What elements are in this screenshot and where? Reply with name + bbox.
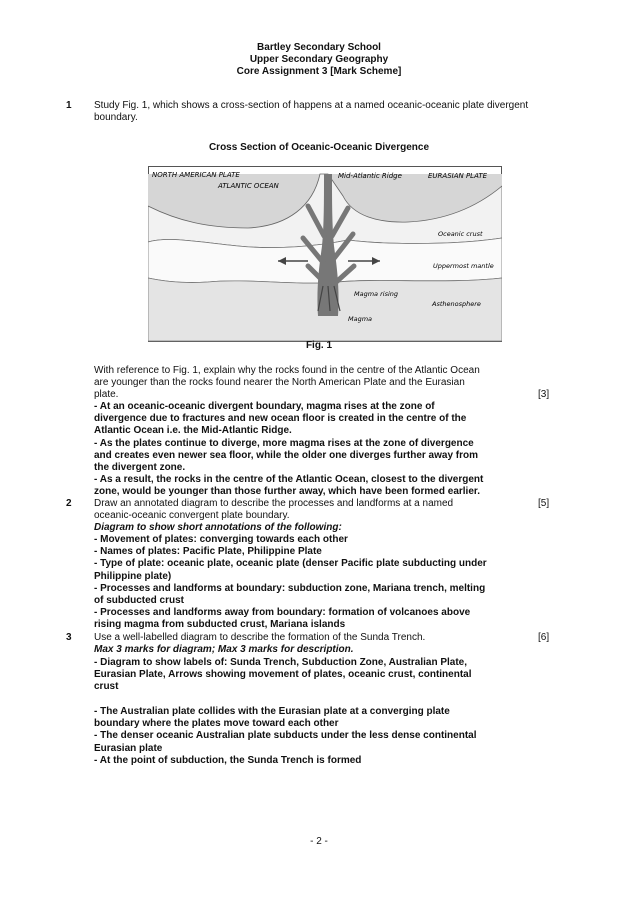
question-2-number: 2 xyxy=(66,498,72,509)
answer-line: Atlantic Ocean i.e. the Mid-Atlantic Ridge. xyxy=(94,425,292,437)
label-magma-rising: Magma rising xyxy=(354,290,399,298)
question-1-number: 1 xyxy=(66,100,72,111)
answer-line: the divergent zone. xyxy=(94,462,186,474)
prompt-line: Study Fig. 1, which shows a cross-section of happens at a named oceanic-oceanic plate divergent xyxy=(94,100,529,111)
answer-line: - As the plates continue to diverge, more magma rises at the zone of divergence xyxy=(94,437,474,449)
answer-line: - Movement of plates: converging towards each other xyxy=(94,534,348,545)
question-3-number: 3 xyxy=(66,632,72,643)
answer-line: - Processes and landforms away from boundary: formation of volcanoes above xyxy=(94,607,471,619)
answer-line: - At the point of subduction, the Sunda Trench is formed xyxy=(94,754,362,766)
assignment-title: Core Assignment 3 [Mark Scheme] xyxy=(236,66,402,77)
answer-line: zone, would be younger than those further away, which have been formed earlier. xyxy=(94,486,481,498)
answer-line: of subducted crust xyxy=(94,595,185,607)
label-asthenosphere: Asthenosphere xyxy=(432,300,481,308)
answer-line: - The Australian plate collides with the Eurasian plate at a converging plate xyxy=(94,706,450,717)
question-line: plate. xyxy=(94,389,119,401)
answer-line: - The denser oceanic Australian plate subducts under the less dense continental xyxy=(94,730,477,742)
answer-line: divergence due to fractures and new ocean floor is created in the centre of the xyxy=(94,413,467,425)
answer-line: - At an oceanic-oceanic divergent boundary, magma rises at the zone of xyxy=(94,401,435,412)
question-3-answer-diagram xyxy=(94,657,530,694)
question-line: are younger than the rocks found nearer the North American Plate and the Eurasian xyxy=(94,377,465,389)
question-line: oceanic-oceanic convergent plate boundary. xyxy=(94,510,290,522)
question-1-prompt xyxy=(94,100,564,124)
answer-line: - As a result, the rocks in the centre of the Atlantic Ocean, closest to the divergent xyxy=(94,474,484,486)
figure-title: Cross Section of Oceanic-Oceanic Divergence xyxy=(208,142,430,153)
prompt-line: boundary. xyxy=(94,112,138,124)
question-3-answer-description xyxy=(94,706,530,767)
question-2-text xyxy=(94,498,530,522)
answer-line: crust xyxy=(94,681,119,693)
course-level: Upper Secondary Geography xyxy=(249,54,389,65)
page-number: - 2 - xyxy=(310,836,328,847)
answer-line: rising magma from subducted crust, Mariana islands xyxy=(94,619,346,631)
label-atlantic-ocean: ATLANTIC OCEAN xyxy=(218,182,279,190)
answer-line: - Processes and landforms at boundary: subduction zone, Mariana trench, melting xyxy=(94,582,486,594)
answer-line: Eurasian Plate, Arrows showing movement of plates, oceanic crust, continental xyxy=(94,669,472,681)
answer-line: Eurasian plate xyxy=(94,742,163,754)
answer-line: Philippine plate) xyxy=(94,570,172,582)
school-name: Bartley Secondary School xyxy=(257,42,381,53)
question-1-marks: [3] xyxy=(538,389,550,400)
question-3-marks: [6] xyxy=(538,632,550,643)
question-line: With reference to Fig. 1, explain why the rocks found in the centre of the Atlantic Ocean xyxy=(94,365,480,376)
label-mid-atlantic-ridge: Mid-Atlantic Ridge xyxy=(338,172,402,180)
question-3-text: Use a well-labelled diagram to describe the formation of the Sunda Trench. xyxy=(94,632,426,643)
question-2-subheading: Diagram to show short annotations of the following: xyxy=(94,522,342,533)
question-1-text xyxy=(94,365,530,402)
question-1-answer xyxy=(94,401,530,499)
answer-line: - Type of plate: oceanic plate, oceanic plate (denser Pacific plate subducting under xyxy=(94,558,487,570)
answer-line: and creates even newer sea floor, while the older one diverges further away from xyxy=(94,449,479,461)
cross-section-figure xyxy=(148,166,502,342)
answer-line: boundary where the plates move toward each other xyxy=(94,718,339,730)
label-magma: Magma xyxy=(348,315,373,323)
question-2-marks: [5] xyxy=(538,498,550,509)
label-north-american-plate: NORTH AMERICAN PLATE xyxy=(152,171,240,179)
question-3-subheading: Max 3 marks for diagram; Max 3 marks for description. xyxy=(94,644,354,655)
question-2-answer xyxy=(94,534,530,632)
label-oceanic-crust: Oceanic crust xyxy=(438,230,483,238)
question-line: Draw an annotated diagram to describe the processes and landforms at a named xyxy=(94,498,454,509)
answer-line: - Names of plates: Pacific Plate, Philippine Plate xyxy=(94,546,322,558)
figure-label: Fig. 1 xyxy=(305,340,333,351)
answer-line: - Diagram to show labels of: Sunda Trench, Subduction Zone, Australian Plate, xyxy=(94,657,468,668)
label-eurasian-plate: EURASIAN PLATE xyxy=(428,172,488,180)
label-uppermost-mantle: Uppermost mantle xyxy=(433,262,494,270)
